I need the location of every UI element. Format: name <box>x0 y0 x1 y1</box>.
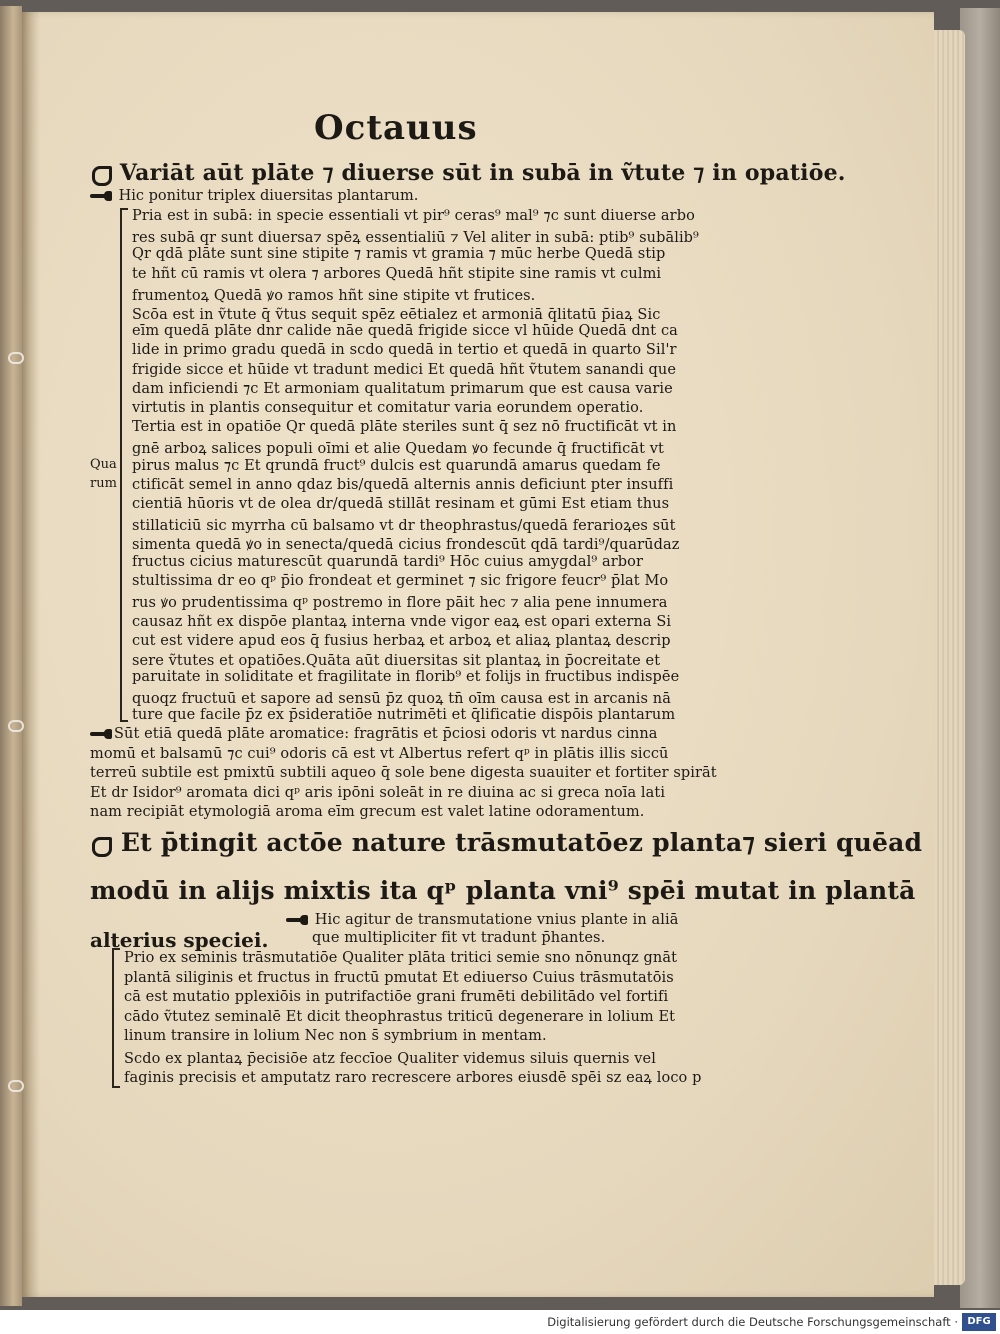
text-line: fructus cicius maturescūt quarundā tardi⁹ Hōc cuius amygdal⁹ arbor <box>132 553 644 570</box>
dfg-logo: DFG <box>962 1313 996 1331</box>
text-line: te hñt cū ramis vt olera ⁊ arbores Quedā hñt stipite sine ramis vt culmi <box>132 265 662 282</box>
text-line: stultissima dr eo qᵖ p̄io frondeat et germinet ⁊ sic frigore feucr⁹ p̄lat Mo <box>132 572 669 589</box>
commentary-bracket <box>120 208 128 722</box>
book-cover-edge <box>960 8 1000 1308</box>
commentary-bracket <box>112 948 120 1088</box>
pointing-hand-icon <box>90 191 114 201</box>
text-line: faginis precisis et amputatz raro recrescere arbores eiusdē spēi sz eaꝝ loco p <box>124 1070 702 1086</box>
text-line: simenta quedā ꝟo in senecta/quedā cicius frondescūt qdā tardi⁹/quarūdaz <box>132 537 680 554</box>
pointing-hand-icon <box>90 729 114 739</box>
text-line: sere ṽtutes et opatiōes.Quāta aūt diuersitas sit plantaꝝ in p̄ocreitate et <box>132 652 661 669</box>
left-page-edge <box>0 6 22 1306</box>
text-line: res subā qr sunt diuersa⁊ spēꝝ essentialiū ⁊ Vel aliter in subā: ptib⁹ subālib⁹ <box>132 230 699 247</box>
text-line: causaz hñt ex dispōe plantaꝝ interna vnde vigor eaꝝ est opari externa Si <box>132 614 672 631</box>
pointer-line <box>286 912 678 928</box>
footer-bar <box>0 1310 1000 1334</box>
text-line: cientiā hūoris vt de olea dr/quedā stillāt resinam et gūmi Est etiam thus <box>132 496 670 512</box>
pilcrow-icon <box>90 835 112 855</box>
binding-thread-icon <box>8 1080 24 1092</box>
lemma-text: Et p̄tingit actōe nature trāsmutatōez planta⁊ sieri quēad <box>120 828 923 857</box>
text-line: rus ꝟo prudentissima qᵖ postremo in flore pāit hec ⁊ alia pene innumera <box>132 595 668 611</box>
text-line: frigide sicce et hūide vt tradunt medici Et quedā hñt ṽtutem sanandi que <box>132 361 677 378</box>
text-line: terreū subtile est pmixtū subtili aqueo q̄ sole bene digesta suauiter et fortiter spirāt <box>90 765 717 781</box>
text-line <box>90 726 658 742</box>
text-line: pirus malus ⁊c Et qrundā fruct⁹ dulcis est quarundā amarus quedam fe <box>132 457 661 474</box>
text-line: paruitate in soliditate et fragilitate in florib⁹ et folijs in fructibus indispēe <box>132 668 680 685</box>
pointer-text: Hic agitur de transmutatione vnius plante in aliā <box>314 912 679 928</box>
pointer-text: que multipliciter fit vt tradunt p̄hantes. <box>312 930 606 946</box>
lemma-text: modū in alijs mixtis ita qᵖ planta vni⁹ spēi mutat in plantā <box>90 876 916 905</box>
text-line: virtutis in plantis consequitur et comitatur varia eorundem operatio. <box>132 400 644 416</box>
text-line: cādo ṽtutez seminalē Et dicit theophrastus triticū degenerare in lolium Et <box>124 1008 676 1025</box>
pointing-hand-icon <box>286 915 310 925</box>
text-line: gnē arboꝝ salices populi oīmi et alie Quedam ꝟo fecunde q̄ fructificāt vt <box>132 441 664 458</box>
text-line: Tertia est in opatiōe Qr quedā plāte steriles sunt q̄ sez nō fructificāt vt in <box>132 419 677 436</box>
text-line: Et dr Isidor⁹ aromata dici qᵖ aris ipōni soleāt in re diuina ac si greca noīa lati <box>90 784 666 801</box>
lemma-heading <box>90 828 922 857</box>
text-line: Scōa est in ṽtute q̄ ṽtus sequit spēz eētialez et armoniā q̄litatū p̄iaꝝ Sic <box>132 307 661 323</box>
page-gutter-shadow <box>22 12 40 1297</box>
text-line: cā est mutatio pplexiōis in putrifactiōe grani frumēti debilitādo vel fortifi <box>124 989 669 1005</box>
text-line: momū et balsamū ⁊c cui⁹ odoris cā est vt Albertus refert qᵖ in plātis illis siccū <box>90 745 669 762</box>
text-line: nam recipiāt etymologiā aroma eīm grecum est valet latine odoramentum. <box>90 804 645 820</box>
text-line: Scdo ex plantaꝝ p̄ecisiōe atz feccīoe Qualiter videmus siluis quernis vel <box>124 1050 656 1067</box>
text-line: ctificāt semel in anno qdaz bis/quedā alternis annis deficiunt pter insuffi <box>132 476 674 493</box>
pointer-text: Sūt etiā quedā plāte aromatice: fragrātis et p̄ciosi odoris vt nardus cinna <box>114 726 658 742</box>
text-line: quoqz fructuū et sapore ad sensū p̄z quoꝝ tn̄ oīm causa est in arcanis nā <box>132 691 671 707</box>
margin-note: Qua <box>90 457 117 472</box>
text-line: dam inficiendi ⁊c Et armoniam qualitatum primarum que est causa varie <box>132 380 673 397</box>
text-line: frumentoꝝ Quedā ꝟo ramos hñt sine stipite vt frutices. <box>132 287 536 304</box>
text-line: linum transire in lolium Nec non s̄ symbrium in mentam. <box>124 1028 547 1044</box>
text-line: Prio ex seminis trāsmutatiōe Qualiter plāta tritici semie sno nōnunqz gnāt <box>124 950 678 966</box>
text-line: lide in primo gradu quedā in scdo quedā in tertio et quedā in quarto Sil'r <box>132 342 677 359</box>
text-line: Qr qdā plāte sunt sine stipite ⁊ ramis vt gramia ⁊ mūc herbe Quedā stip <box>132 246 666 263</box>
running-head: Octauus <box>314 108 478 148</box>
margin-note: rum <box>90 476 117 491</box>
text-line: stillaticiū sic myrrha cū balsamo vt dr theophrastus/quedā ferarioꝝes sūt <box>132 518 676 535</box>
binding-thread-icon <box>8 352 24 364</box>
pointer-text: Hic ponitur triplex diuersitas plantarum. <box>118 188 419 204</box>
funding-credit: Digitalisierung gefördert durch die Deutsche Forschungsgemeinschaft · <box>547 1315 958 1329</box>
pilcrow-icon <box>90 164 112 184</box>
text-line: ture que facile p̄z ex p̄sideratiōe nutrimēti et q̄lificatie dispōis plantarum <box>132 707 676 724</box>
text-line: plantā siliginis et fructus in fructū pmutat Et ediuerso Cuius trāsmutatōis <box>124 969 674 986</box>
lemma-text: alterius speciei. <box>90 928 269 952</box>
binding-thread-icon <box>8 720 24 732</box>
pointer-line <box>90 188 418 204</box>
text-line: Pria est in subā: in specie essentiali vt pir⁹ ceras⁹ mal⁹ ⁊c sunt diuerse arbo <box>132 208 695 224</box>
text-line: eīm quedā plāte dnr calide nāe quedā frigide sicce vl hūide Quedā dnt ca <box>132 323 678 340</box>
text-line: cut est videre apud eos q̄ fusius herbaꝝ et arboꝝ et aliaꝝ plantaꝝ descrip <box>132 633 671 650</box>
lemma-text: Variāt aūt plāte ⁊ diuerse sūt in subā in ṽtute ⁊ in opatiōe. <box>119 160 846 186</box>
lemma-heading <box>90 160 846 186</box>
